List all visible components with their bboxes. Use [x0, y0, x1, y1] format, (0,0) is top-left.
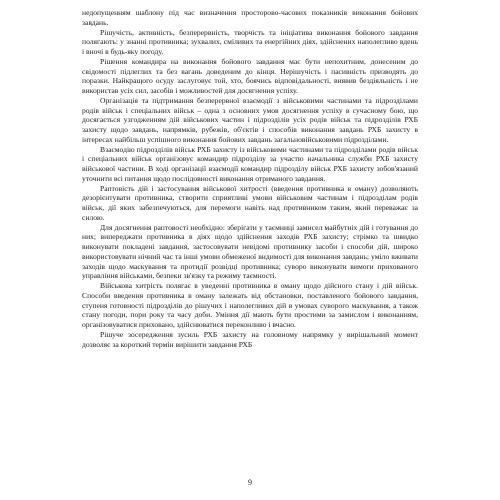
paragraph: Раптовість дій і застосування військової хитрості (введення противника в оману) дозволяють дезорієнтувати противника, створити сприятливі умови військовим частинам і підрозділам родів військ, дії яких забезпечуються, для перемоги навіть над противником таким, який переважає за силою.: [82, 183, 418, 222]
page-number: 9: [248, 478, 252, 487]
paragraph: Рішення командира на виконання бойового завдання має бути непохитним, донесеним до свідомості підлеглих та без вагань доведеним до кінця. Нерішучість і пасивність призводять до поразки. Найкращого осуду заслуговує той, хто, боячись відповідальності, виявив бездіяльність і не використав усіх сил, засобів і можливостей для досягнення успіху.: [82, 56, 418, 95]
document-body: [82, 8, 418, 349]
paragraph: Рішучість, активність, безперервність, творчість та ініціатива виконання бойового завдання полягають: у знанні противника; зухвалих, сміливих та енергійних діях, здійснених наполегливо вдень і вночі в будь-яку погоду.: [82, 27, 418, 56]
paragraph: Організація та підтримання безперервної взаємодії з військовими частинами та підрозділами родів військ і спеціальних військ – одна з основних умов досягнення успіху в сучасному бою, що досягається узгодженням дій військових частин і підрозділів усіх родів військ та підрозділів РХБ захисту щодо завдань, напрямків, рубежів, об'єктів і способів виконання завдань РХБ захисту в інтересах найбільш успішного виконання бойових завдань загальновійськовими підрозділами.: [82, 95, 418, 144]
paragraph: недопущенням шаблону під час визначення просторово-часових показників виконання бойових завдань.: [82, 8, 418, 27]
paragraph: Для досягнення раптовості необхідно: зберігати у таємниці замисел майбутніх дій і готування до них; випереджати противника в діях щодо здійснення заходів РХБ захисту; стрімко та швидко виконувати покладені завдання, застосовувати невідомі противнику засоби і способи дій, широко використовувати нічний час та інші умови обмеженої видимості для виконання завдань; уміло вживати заходів щодо маскування та протидії розвідці противника; суворо виконувати вимоги прихованого управління військами, безпеки зв'язку та режиму таємності.: [82, 222, 418, 281]
paragraph: Військова хитрість полягає в уведенні противника в оману щодо дійсного стану і дій військ. Способи введення противника в оману залежать від обстановки, поставленого бойового завдання, ступеня готовності підрозділів до рішучих і наполегливих дій в умовах суворого маскування, а також стану погоди, пори року та часу доби. Уміння дії мають бути простими за замислом і виконанням, організовуватися приховано, здійснюватися переконливо і вчасно.: [82, 281, 418, 329]
paragraph: Взаємодію підрозділів військ РХБ захисту із військовими частинами та підрозділами родів військ і спеціальних військ організовує командир підрозділу за участю начальника служби РХБ захисту військової частини. В ході організації взаємодії командир підрозділу військ РХБ захисту зобов'язаний уточнити всі питання щодо послідовності виконання отриманого завдання.: [82, 144, 418, 183]
paragraph: Рішуче зосередження зусиль РХБ захисту на головному напрямку у вирішальний момент дозволяє за короткий термін вирішити завдання РХБ: [82, 329, 418, 349]
